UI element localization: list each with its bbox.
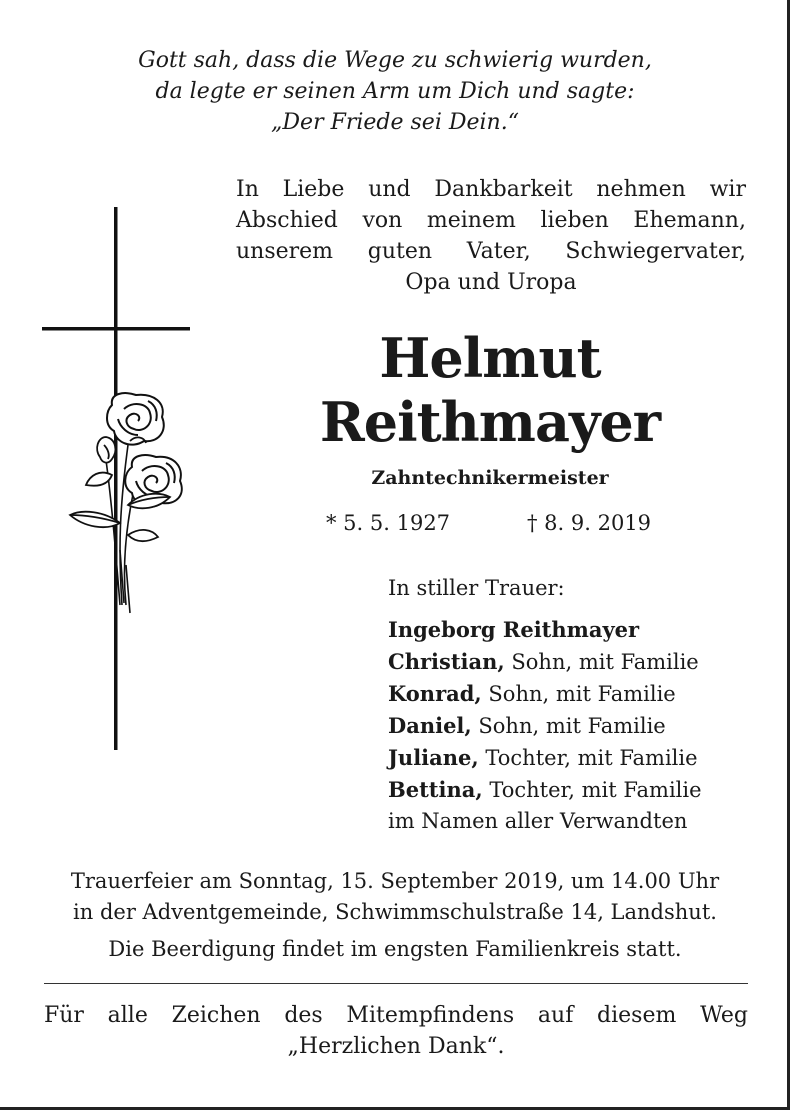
mourner-widow bbox=[388, 614, 778, 646]
intro-line bbox=[236, 174, 746, 205]
service-line: Trauerfeier am Sonntag, 15. September 2019, um 14.00 Uhr bbox=[70, 869, 720, 893]
motto-line: da legte er seinen Arm um Dich und sagte: bbox=[155, 79, 635, 104]
cross-with-roses-icon bbox=[40, 205, 195, 755]
mourner-entry bbox=[388, 678, 778, 710]
intro-word: Vater, bbox=[466, 239, 531, 264]
motto-line: Gott sah, dass die Wege zu schwierig wurden, bbox=[138, 48, 652, 73]
mourner-name: Konrad, bbox=[388, 681, 482, 706]
thanks-text bbox=[44, 1000, 748, 1062]
thanks-word: Mitempfindens bbox=[346, 1003, 515, 1028]
intro-word: nehmen bbox=[596, 177, 686, 202]
mourner-name: Bettina, bbox=[388, 777, 483, 802]
intro-word: lieben bbox=[540, 208, 609, 233]
birth-date: * 5. 5. 1927 bbox=[326, 511, 451, 535]
intro-word: Ehemann, bbox=[633, 208, 746, 233]
intro-line: Opa und Uropa bbox=[405, 270, 577, 295]
thanks-line bbox=[44, 1000, 748, 1031]
intro-word: Abschied bbox=[236, 208, 338, 233]
mourner-name: Ingeborg Reithmayer bbox=[388, 617, 640, 642]
mourner-name: Christian, bbox=[388, 649, 505, 674]
mourner-entry bbox=[388, 710, 778, 742]
intro-word: und bbox=[368, 177, 411, 202]
intro-word: unserem bbox=[236, 239, 334, 264]
service-info bbox=[0, 866, 790, 928]
relatives-note: im Namen aller Verwandten bbox=[388, 809, 688, 833]
motto-quote bbox=[0, 45, 790, 138]
thanks-word: alle bbox=[107, 1003, 148, 1028]
death-date: † 8. 9. 2019 bbox=[527, 511, 652, 535]
service-line: in der Adventgemeinde, Schwimmschulstraße 14, Landshut. bbox=[73, 900, 717, 924]
mourning-heading: In stiller Trauer: bbox=[388, 576, 565, 600]
thanks-line: „Herzlichen Dank“. bbox=[287, 1034, 505, 1059]
deceased-last-name: Reithmayer bbox=[319, 390, 661, 454]
intro-word: wir bbox=[709, 177, 746, 202]
thanks-word: Zeichen bbox=[171, 1003, 261, 1028]
intro-word: In bbox=[236, 177, 259, 202]
burial-info: Die Beerdigung findet im engsten Familienkreis statt. bbox=[108, 937, 682, 961]
thanks-word: Weg bbox=[700, 1003, 748, 1028]
deceased-name bbox=[300, 326, 680, 454]
mourner-relation: Tochter, mit Familie bbox=[482, 778, 702, 802]
mourners-list bbox=[388, 614, 778, 837]
intro-word: Dankbarkeit bbox=[434, 177, 573, 202]
mourner-name: Juliane, bbox=[388, 745, 479, 770]
intro-line bbox=[236, 205, 746, 236]
mourner-relation: Sohn, mit Familie bbox=[481, 682, 676, 706]
deceased-profession: Zahntechnikermeister bbox=[371, 467, 609, 489]
mourner-relation: Tochter, mit Familie bbox=[478, 746, 698, 770]
intro-word: meinem bbox=[426, 208, 516, 233]
mourner-entry bbox=[388, 774, 778, 806]
divider bbox=[44, 983, 748, 984]
thanks-word: Für bbox=[44, 1003, 84, 1028]
thanks-word: auf bbox=[537, 1003, 574, 1028]
mourner-relation: Sohn, mit Familie bbox=[471, 714, 666, 738]
thanks-word: des bbox=[284, 1003, 323, 1028]
intro-line bbox=[236, 236, 746, 267]
mourner-entry bbox=[388, 742, 778, 774]
mourner-relation: Sohn, mit Familie bbox=[504, 650, 699, 674]
intro-word: von bbox=[362, 208, 403, 233]
motto-line: „Der Friede sei Dein.“ bbox=[271, 110, 519, 135]
intro-text bbox=[236, 174, 746, 298]
thanks-word: diesem bbox=[597, 1003, 677, 1028]
intro-word: guten bbox=[367, 239, 433, 264]
mourner-entry bbox=[388, 646, 778, 678]
intro-word: Schwiegervater, bbox=[565, 239, 746, 264]
deceased-first-name: Helmut bbox=[379, 326, 601, 390]
intro-word: Liebe bbox=[282, 177, 345, 202]
mourner-name: Daniel, bbox=[388, 713, 472, 738]
